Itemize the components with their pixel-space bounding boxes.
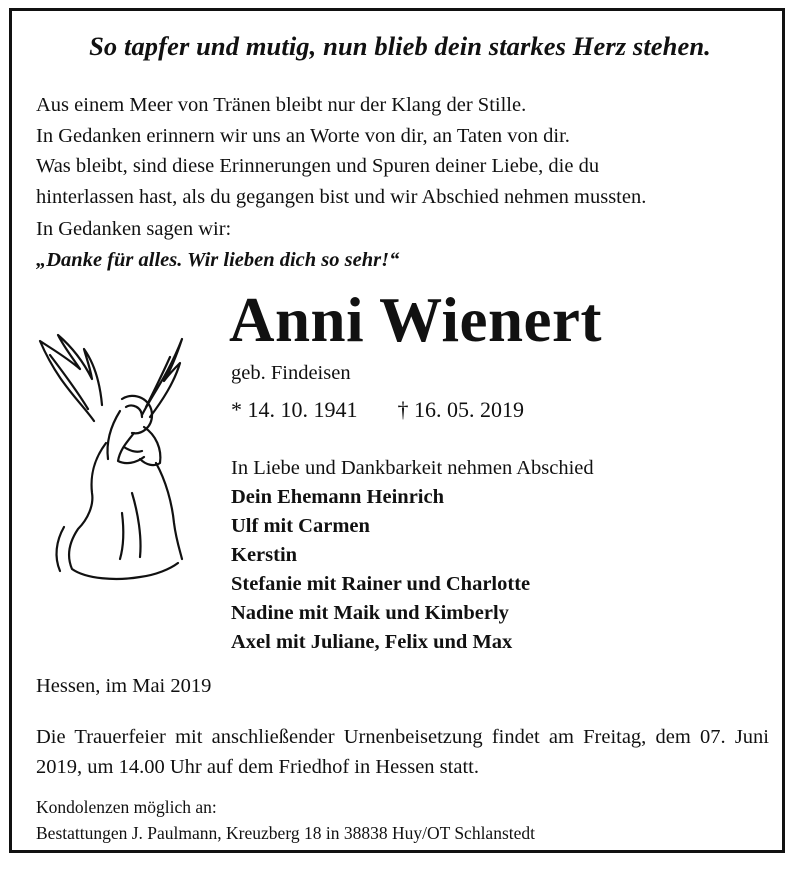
lead-in-line: In Gedanken sagen wir: bbox=[36, 218, 232, 240]
death-date: † 16. 05. 2019 bbox=[397, 397, 524, 422]
mourner-item: Stefanie mit Rainer und Charlotte bbox=[231, 573, 531, 595]
obituary-notice bbox=[9, 8, 785, 853]
mourner-item: Dein Ehemann Heinrich bbox=[231, 486, 444, 508]
mourner-item: Axel mit Juliane, Felix und Max bbox=[231, 631, 513, 653]
condolence-label: Kondolenzen möglich an: bbox=[36, 797, 217, 817]
intro-line: Was bleibt, sind diese Erinnerungen und Spuren deiner Liebe, die du bbox=[36, 155, 600, 177]
life-dates bbox=[231, 397, 524, 423]
mourner-item: Ulf mit Carmen bbox=[231, 515, 370, 537]
intro-text bbox=[36, 90, 771, 275]
quote-line: „Danke für alles. Wir lieben dich so sehr!“ bbox=[36, 248, 400, 271]
condolence-address: Bestattungen J. Paulmann, Kreuzberg 18 in 38838 Huy/OT Schlanstedt bbox=[36, 823, 536, 843]
birth-name: geb. Findeisen bbox=[231, 362, 351, 384]
ceremony-info: Die Trauerfeier mit anschließender Urnenbeisetzung findet am Freitag, dem 07. Juni 2019, um 14.00 Uhr auf dem Friedhof in Hessen statt. bbox=[36, 726, 769, 778]
mourner-item: Nadine mit Maik und Kimberly bbox=[231, 602, 509, 624]
mourner-list bbox=[231, 483, 530, 657]
deceased-name: Anni Wienert bbox=[229, 285, 602, 355]
birth-date: * 14. 10. 1941 bbox=[231, 397, 358, 422]
condolence-block bbox=[36, 794, 535, 846]
intro-line: Aus einem Meer von Tränen bleibt nur der Klang der Stille. bbox=[36, 94, 527, 116]
mourner-item: Kerstin bbox=[231, 544, 298, 566]
intro-line: hinterlassen hast, als du gegangen bist und wir Abschied nehmen mussten. bbox=[36, 185, 647, 208]
place-date: Hessen, im Mai 2019 bbox=[36, 675, 212, 697]
angel-icon bbox=[36, 323, 186, 593]
intro-line: In Gedanken erinnern wir uns an Worte von dir, an Taten von dir. bbox=[36, 124, 570, 147]
farewell-line: In Liebe und Dankbarkeit nehmen Abschied bbox=[231, 457, 594, 479]
motto-heading: So tapfer und mutig, nun blieb dein starkes Herz stehen. bbox=[89, 31, 711, 61]
